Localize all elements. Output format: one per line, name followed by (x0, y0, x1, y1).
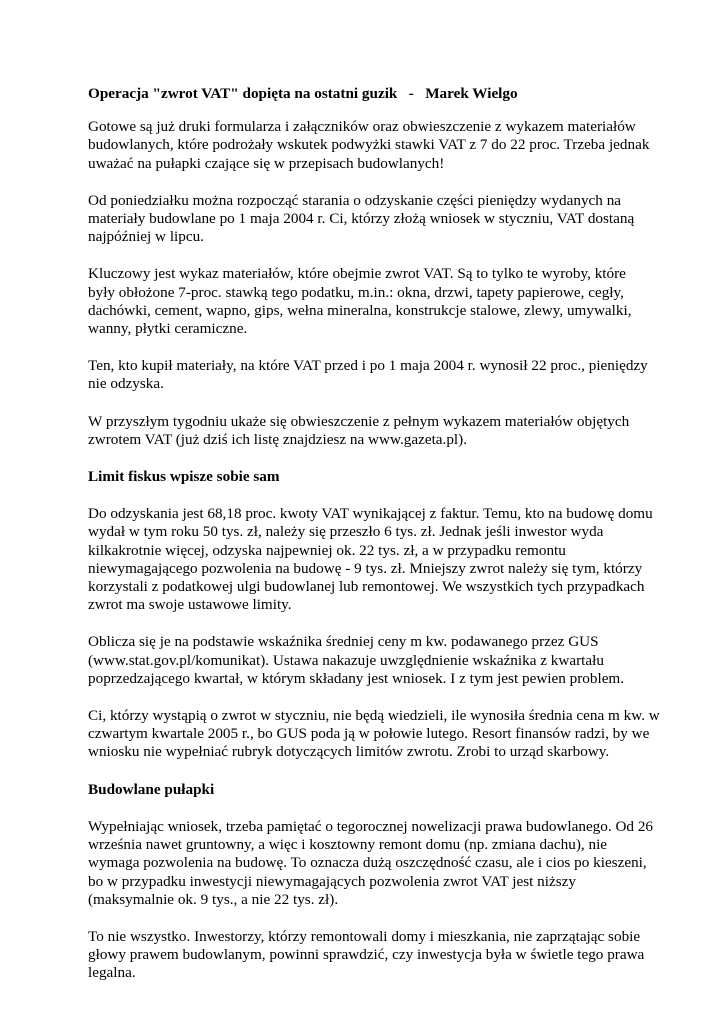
section-heading (88, 781, 668, 799)
text-line: wydał w tym roku 50 tys. zł, należy się przeszło 6 tys. zł. Jednak jeśli inwestor wyda (88, 523, 604, 541)
text-line: uważać na pułapki czające się w przepisach budowlanych! (88, 154, 445, 172)
article-title: Operacja "zwrot VAT" dopięta na ostatni guzik - Marek Wielgo (88, 85, 518, 102)
document-page (88, 85, 668, 1002)
text-line: głowy prawem budowlanym, powinni sprawdzić, czy inwestycja była w świetle tego prawa (88, 946, 645, 964)
paragraph (88, 505, 668, 614)
text-line: Budowlane pułapki (88, 780, 215, 798)
text-line: Od poniedziałku można rozpocząć starania o odzyskanie części pieniędzy wydanych na (88, 191, 622, 209)
text-line: wymaga pozwolenia na budowę. To oznacza dużą oszczędność czasu, ale i cios po kieszeni, (88, 854, 647, 872)
text-line: niewymagającego pozwolenia na budowę - 9 tys. zł. Mniejszy zwrot należy się tym, którzy (88, 559, 643, 577)
text-line: Kluczowy jest wykaz materiałów, które obejmie zwrot VAT. Są to tylko te wyroby, które (88, 265, 626, 283)
paragraph (88, 413, 668, 449)
paragraph (88, 192, 668, 247)
text-line: Ci, którzy wystąpią o zwrot w styczniu, nie będą wiedzieli, ile wynosiła średnia cena m kw. w (88, 707, 660, 725)
text-line: (maksymalnie ok. 9 tys., a nie 22 tys. zł). (88, 890, 339, 908)
text-line: To nie wszystko. Inwestorzy, którzy remontowali domy i mieszkania, nie zaprzątając sobie (88, 927, 641, 945)
text-line: były obłożone 7-proc. stawką tego podatku, m.in.: okna, drzwi, tapety papierowe, cegły, (88, 283, 624, 301)
text-line: legalna. (88, 964, 136, 982)
text-line: Wypełniając wniosek, trzeba pamiętać o tegorocznej nowelizacji prawa budowlanego. Od 26 (88, 817, 654, 835)
text-line: Do odzyskania jest 68,18 proc. kwoty VAT wynikającej z faktur. Temu, kto na budowę domu (88, 505, 653, 523)
text-line: najpóźniej w lipcu. (88, 228, 204, 246)
section-heading (88, 468, 668, 486)
article-body (88, 118, 668, 982)
paragraph (88, 265, 668, 338)
text-line: kilkakrotnie więcej, odzyska najpewniej ok. 22 tys. zł, a w przypadku remontu (88, 541, 566, 559)
text-line: nie odzyska. (88, 375, 164, 393)
text-line: bo w przypadku inwestycji niewymagających pozwolenia zwrot VAT jest niższy (88, 872, 576, 890)
text-line: wanny, płytki ceramiczne. (88, 320, 248, 338)
paragraph (88, 928, 668, 983)
text-line: zwrotem VAT (już dziś ich listę znajdziesz na www.gazeta.pl). (88, 430, 468, 448)
paragraph (88, 818, 668, 909)
text-line: Ten, kto kupił materiały, na które VAT przed i po 1 maja 2004 r. wynosił 22 proc., pieniędzy (88, 357, 648, 375)
text-line: września nawet gruntowny, a więc i kosztowny remont domu (np. zmiana dachu), nie (88, 836, 608, 854)
text-line: (www.stat.gov.pl/komunikat). Ustawa nakazuje uwzględnienie wskaźnika z kwartału (88, 651, 604, 669)
paragraph (88, 357, 668, 393)
paragraph (88, 633, 668, 688)
text-line: korzystali z podatkowej ulgi budowlanej lub remontowej. We wszystkich tych przypadkach (88, 578, 645, 596)
text-line: wniosku nie wypełniać rubryk dotyczących limitów zwrotu. Zrobi to urząd skarbowy. (88, 743, 610, 761)
text-line: czwartym kwartale 2005 r., bo GUS poda ją w połowie lutego. Resort finansów radzi, by we (88, 725, 650, 743)
text-line: Gotowe są już druki formularza i załączników oraz obwieszczenie z wykazem materiałów (88, 118, 636, 136)
paragraph (88, 707, 668, 762)
text-line: Oblicza się je na podstawie wskaźnika średniej ceny m kw. podawanego przez GUS (88, 633, 599, 651)
text-line: materiały budowlane po 1 maja 2004 r. Ci, którzy złożą wniosek w styczniu, VAT dostaną (88, 210, 635, 228)
text-line: dachówki, cement, wapno, gips, wełna mineralna, konstrukcje stalowe, zlewy, umywalki, (88, 301, 632, 319)
text-line: Limit fiskus wpisze sobie sam (88, 468, 280, 486)
paragraph (88, 118, 668, 173)
text-line: budowlanych, które podrożały wskutek podwyżki stawki VAT z 7 do 22 proc. Trzeba jednak (88, 136, 650, 154)
text-line: poprzedzającego kwartał, w którym składany jest wniosek. I z tym jest pewien problem. (88, 669, 625, 687)
text-line: W przyszłym tygodniu ukaże się obwieszczenie z pełnym wykazem materiałów objętych (88, 412, 630, 430)
text-line: zwrot ma swoje ustawowe limity. (88, 596, 292, 614)
